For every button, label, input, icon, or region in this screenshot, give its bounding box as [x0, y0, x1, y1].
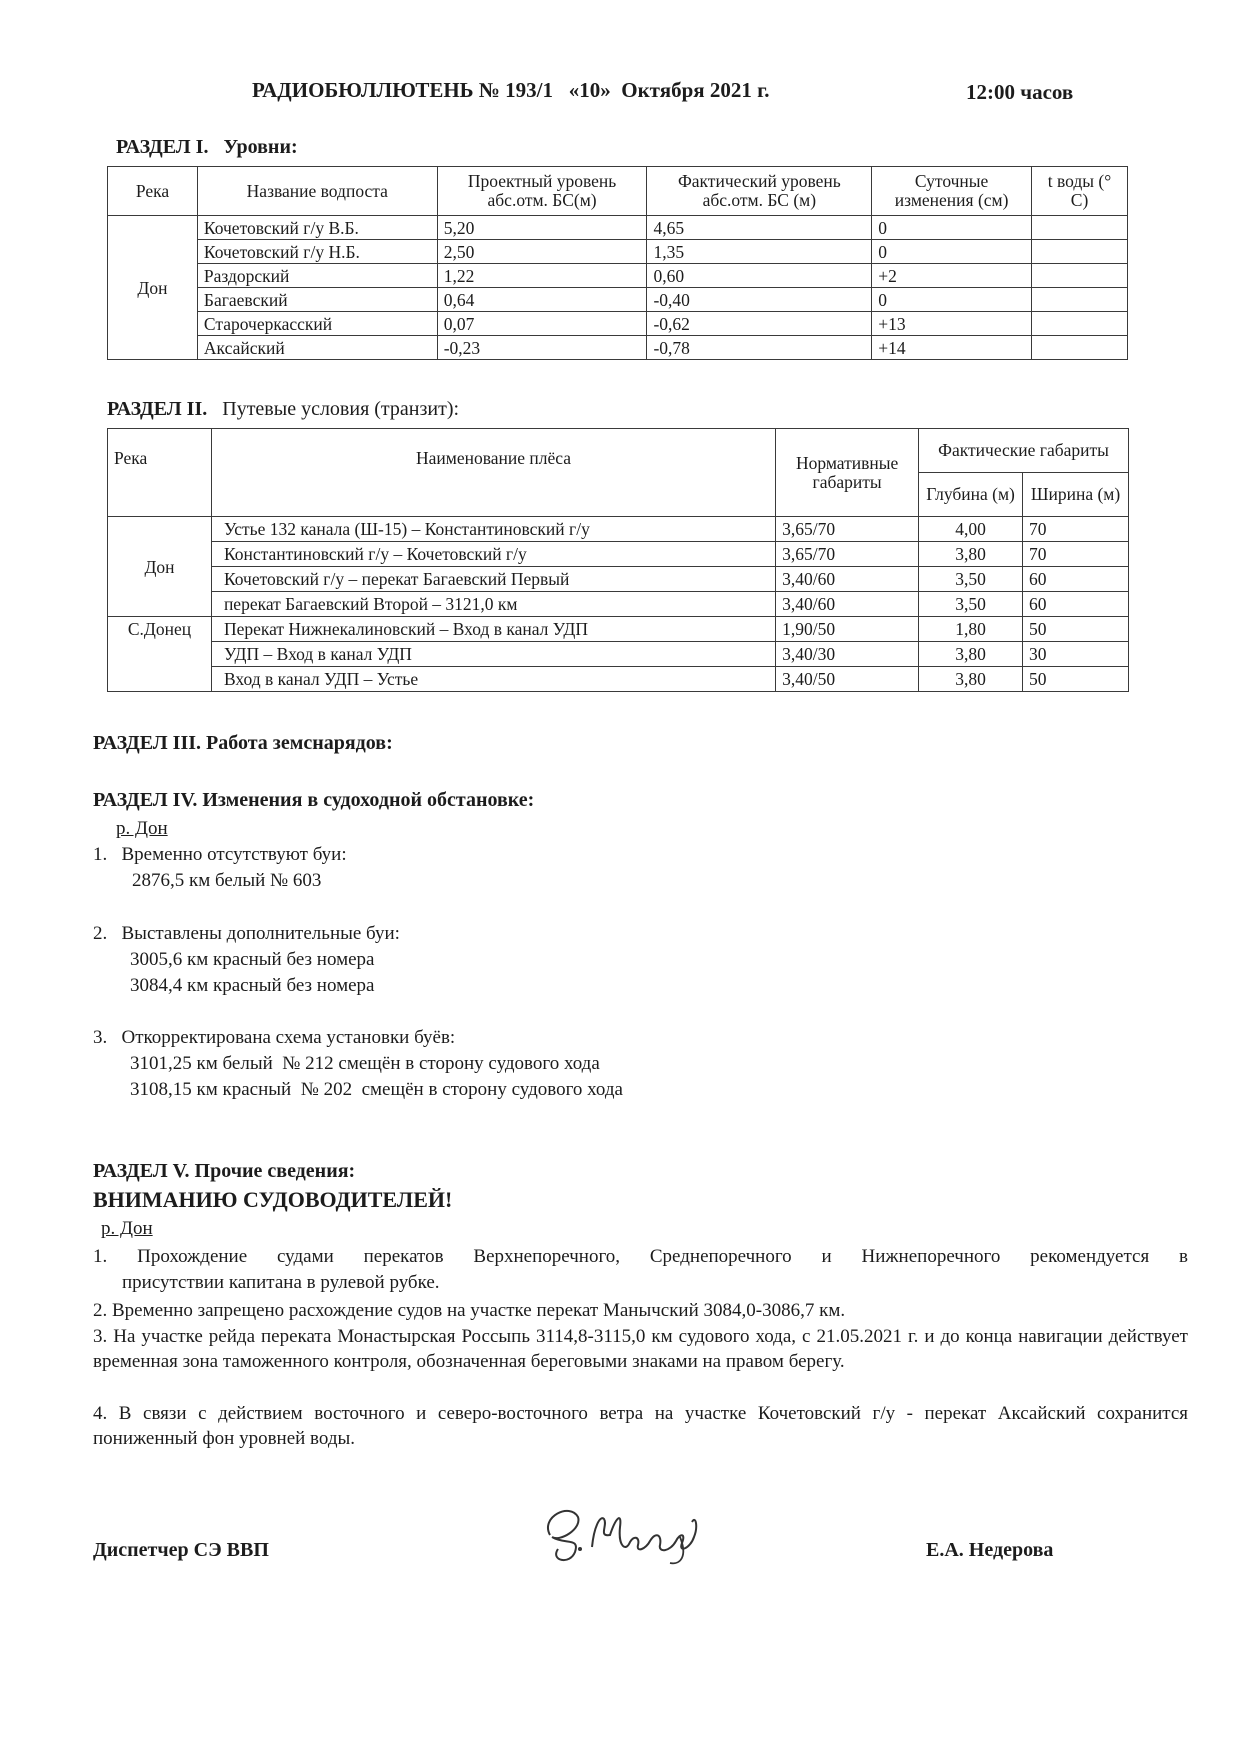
stretch-cell: Устье 132 канала (Ш-15) – Константиновский г/у	[211, 517, 775, 542]
river-cell: Дон	[108, 517, 212, 617]
depth-cell: 3,50	[919, 567, 1023, 592]
table-row	[108, 240, 1128, 264]
actual-cell: 4,65	[647, 216, 872, 240]
section5-paragraph-4: 4. В связи с действием восточного и северо-восточного ветра на участке Кочетовский г/у - перекат Аксайский сохранится пониженный фон уровней воды.	[93, 1403, 1188, 1449]
change-cell: +2	[872, 264, 1032, 288]
item-number: 1.	[93, 844, 108, 865]
dispatcher-name: Е.А. Недерова	[926, 1539, 1054, 1561]
depth-cell: 3,80	[919, 667, 1023, 692]
item-number: 2.	[93, 923, 108, 944]
normative-cell: 3,40/60	[776, 567, 919, 592]
section4-item-1	[93, 842, 993, 867]
section2-heading	[107, 398, 459, 421]
width-cell: 50	[1023, 617, 1129, 642]
actual-cell: 1,35	[647, 240, 872, 264]
post-cell: Аксайский	[197, 336, 437, 360]
stretch-cell: Вход в канал УДП – Устье	[211, 667, 775, 692]
levels-header-row	[108, 167, 1128, 216]
temp-cell	[1032, 288, 1128, 312]
section4-item-3	[93, 1025, 993, 1050]
depth-cell: 4,00	[919, 517, 1023, 542]
col-depth: Глубина (м)	[919, 473, 1023, 517]
project-cell: 0,07	[437, 312, 647, 336]
col-project-level: Проектный уровень абс.отм. БС(м)	[437, 167, 647, 216]
normative-cell: 1,90/50	[776, 617, 919, 642]
bulletin-title: РАДИОБЮЛЛЮТЕНЬ № 193/1 «10» Октября 2021 г.	[252, 78, 770, 102]
table-row	[108, 264, 1128, 288]
section5-paragraph-1: 1. Прохождение судами перекатов Верхнепоречного, Среднепоречного и Нижнепоречного рекомендуется в	[93, 1246, 1188, 1267]
depth-cell: 1,80	[919, 617, 1023, 642]
project-cell: 5,20	[437, 216, 647, 240]
change-cell: +13	[872, 312, 1032, 336]
section2-title: Путевые условия (транзит):	[222, 398, 460, 420]
table-row	[108, 592, 1129, 617]
depth-cell: 3,50	[919, 592, 1023, 617]
table-row	[108, 542, 1129, 567]
actual-cell: 0,60	[647, 264, 872, 288]
item-line: 3084,4 км красный без номера	[130, 975, 375, 996]
actual-cell: -0,62	[647, 312, 872, 336]
attention-heading: ВНИМАНИЮ СУДОВОДИТЕЛЕЙ!	[93, 1187, 453, 1212]
item-number: 3.	[93, 1027, 108, 1048]
table-row	[108, 642, 1129, 667]
change-cell: 0	[872, 288, 1032, 312]
section1-heading	[116, 136, 298, 159]
table-row	[108, 336, 1128, 360]
stretch-cell: перекат Багаевский Второй – 3121,0 км	[211, 592, 775, 617]
item-line: 3101,25 км белый № 212 смещён в сторону судового хода	[130, 1053, 600, 1074]
col-daily-change: Суточные изменения (см)	[872, 167, 1032, 216]
normative-cell: 3,40/30	[776, 642, 919, 667]
project-cell: 2,50	[437, 240, 647, 264]
width-cell: 70	[1023, 517, 1129, 542]
route-table	[107, 428, 1129, 692]
item-line: 2876,5 км белый № 603	[132, 870, 322, 891]
table-row	[108, 567, 1129, 592]
section4-river: р. Дон	[116, 818, 168, 839]
stretch-cell: Кочетовский г/у – перекат Багаевский Первый	[211, 567, 775, 592]
item-title: Откорректирована схема установки буёв:	[121, 1027, 456, 1048]
temp-cell	[1032, 264, 1128, 288]
col-river: Река	[108, 167, 198, 216]
width-cell: 30	[1023, 642, 1129, 667]
document-header	[0, 78, 1240, 114]
stretch-cell: УДП – Вход в канал УДП	[211, 642, 775, 667]
temp-cell	[1032, 336, 1128, 360]
section2-number: РАЗДЕЛ II.	[107, 398, 208, 420]
col-stretch: Наименование плёса	[211, 429, 775, 517]
section1-title: Уровни:	[223, 136, 298, 158]
width-cell: 70	[1023, 542, 1129, 567]
width-cell: 50	[1023, 667, 1129, 692]
normative-cell: 3,65/70	[776, 542, 919, 567]
section5-paragraph-1-cont: присутствии капитана в рулевой рубке.	[122, 1272, 440, 1293]
col-actual-level: Фактический уровень абс.отм. БС (м)	[647, 167, 872, 216]
section4-item-2	[93, 921, 993, 946]
section5-heading: РАЗДЕЛ V. Прочие сведения:	[93, 1160, 356, 1182]
width-cell: 60	[1023, 567, 1129, 592]
project-cell: 0,64	[437, 288, 647, 312]
col-river: Река	[108, 429, 212, 517]
section5-paragraph-3: 3. На участке рейда переката Монастырская Россыпь 3114,8-3115,0 км судового хода, с 21.05.2021 г. и до конца навигации действует временная зона таможенного контроля, обозначенная береговыми знаками на правом берегу.	[93, 1326, 1188, 1372]
temp-cell	[1032, 216, 1128, 240]
normative-cell: 3,40/60	[776, 592, 919, 617]
item-line: 3108,15 км красный № 202 смещён в сторону судового хода	[130, 1079, 623, 1100]
post-cell: Раздорский	[197, 264, 437, 288]
post-cell: Кочетовский г/у В.Б.	[197, 216, 437, 240]
project-cell: -0,23	[437, 336, 647, 360]
table-row	[108, 617, 1129, 642]
actual-cell: -0,78	[647, 336, 872, 360]
river-cell: Дон	[108, 216, 198, 360]
handwritten-signature	[530, 1497, 710, 1567]
item-title: Выставлены дополнительные буи:	[121, 923, 400, 944]
table-row	[108, 312, 1128, 336]
table-row	[108, 288, 1128, 312]
temp-cell	[1032, 240, 1128, 264]
temp-cell	[1032, 312, 1128, 336]
river-cell: С.Донец	[108, 617, 212, 692]
project-cell: 1,22	[437, 264, 647, 288]
actual-cell: -0,40	[647, 288, 872, 312]
col-actual: Фактические габариты	[919, 429, 1129, 473]
dispatcher-position: Диспетчер СЭ ВВП	[93, 1539, 269, 1561]
bulletin-time: 12:00 часов	[966, 80, 1074, 104]
stretch-cell: Перекат Нижнекалиновский – Вход в канал УДП	[211, 617, 775, 642]
table-row	[108, 216, 1128, 240]
col-water-temp: t воды (° С)	[1032, 167, 1128, 216]
normative-cell: 3,65/70	[776, 517, 919, 542]
change-cell: 0	[872, 240, 1032, 264]
post-cell: Старочеркасский	[197, 312, 437, 336]
section5-paragraph-2: 2. Временно запрещено расхождение судов на участке перекат Манычский 3084,0-3086,7 км.	[93, 1300, 846, 1321]
stretch-cell: Константиновский г/у – Кочетовский г/у	[211, 542, 775, 567]
levels-table	[107, 166, 1128, 360]
section5-river: р. Дон	[101, 1218, 153, 1239]
section3-heading: РАЗДЕЛ III. Работа земснарядов:	[93, 732, 393, 754]
col-normative: Нормативные габариты	[776, 429, 919, 517]
section1-number: РАЗДЕЛ I.	[116, 136, 209, 158]
table-row	[108, 667, 1129, 692]
table-row	[108, 517, 1129, 542]
depth-cell: 3,80	[919, 642, 1023, 667]
width-cell: 60	[1023, 592, 1129, 617]
col-width: Ширина (м)	[1023, 473, 1129, 517]
post-cell: Кочетовский г/у Н.Б.	[197, 240, 437, 264]
item-title: Временно отсутствуют буи:	[121, 844, 347, 865]
post-cell: Багаевский	[197, 288, 437, 312]
change-cell: 0	[872, 216, 1032, 240]
section4-heading: РАЗДЕЛ IV. Изменения в судоходной обстановке:	[93, 789, 535, 811]
route-header-row	[108, 429, 1129, 473]
depth-cell: 3,80	[919, 542, 1023, 567]
item-line: 3005,6 км красный без номера	[130, 949, 375, 970]
col-post: Название водпоста	[197, 167, 437, 216]
normative-cell: 3,40/50	[776, 667, 919, 692]
change-cell: +14	[872, 336, 1032, 360]
